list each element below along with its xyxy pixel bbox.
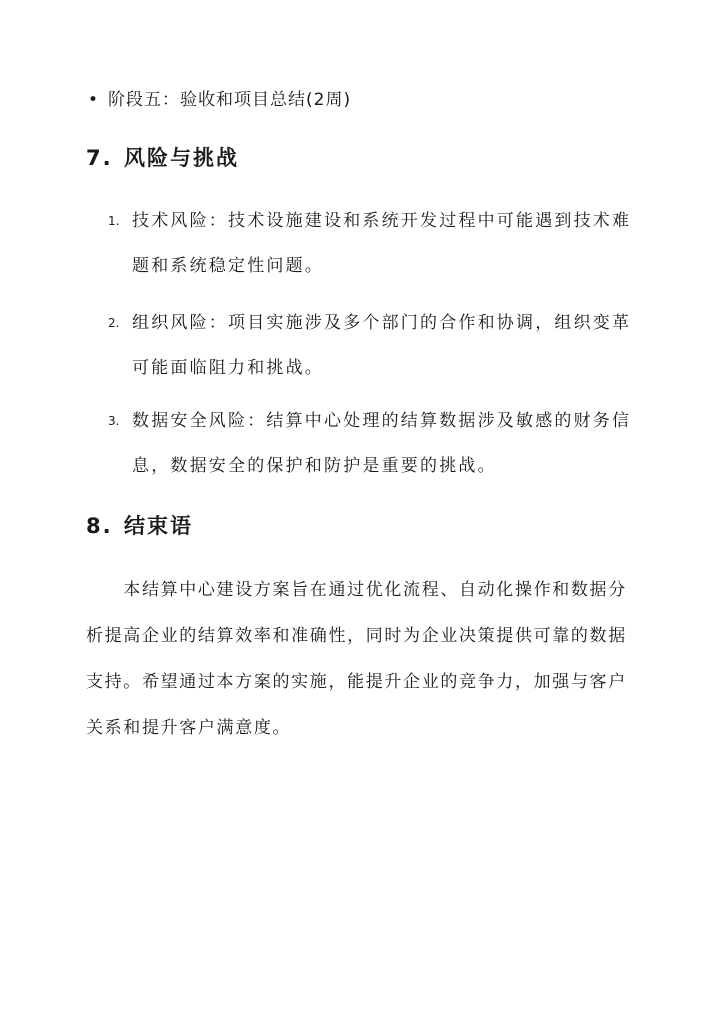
paragraph-line: 支持。希望通过本方案的实施，能提升企业的竞争力，加强与客户 xyxy=(86,672,627,692)
section-8-heading xyxy=(86,512,193,540)
list-marker: 3. xyxy=(108,414,120,428)
risk-line: 息，数据安全的保护和防护是重要的挑战。 xyxy=(132,456,497,476)
section-7-title: 风险与挑战 xyxy=(124,146,239,170)
paragraph-line: 关系和提升客户满意度。 xyxy=(86,718,292,738)
section-8-title: 结束语 xyxy=(124,514,193,538)
phase-five-item xyxy=(88,88,352,112)
section-8-number: 8. xyxy=(86,514,113,538)
list-marker: 1. xyxy=(108,214,120,228)
section-7-heading xyxy=(86,144,239,172)
risk-item-data-security xyxy=(108,399,632,489)
risk-line: 组织风险：项目实施涉及多个部门的合作和协调，组织变革 xyxy=(132,313,632,333)
section-7-number: 7. xyxy=(86,146,113,170)
risk-line: 可能面临阻力和挑战。 xyxy=(132,358,324,378)
risk-line: 题和系统稳定性问题。 xyxy=(132,256,324,276)
risk-item-technical xyxy=(108,199,632,289)
paragraph-line: 本结算中心建设方案旨在通过优化流程、自动化操作和数据分 xyxy=(86,580,627,600)
risk-line: 技术风险：技术设施建设和系统开发过程中可能遇到技术难 xyxy=(132,211,632,231)
closing-paragraph xyxy=(86,567,646,751)
risk-item-organization xyxy=(108,301,632,391)
bullet-dot: • xyxy=(88,90,100,110)
phase-five-text: 阶段五：验收和项目总结(2周) xyxy=(108,90,352,110)
paragraph-line: 析提高企业的结算效率和准确性，同时为企业决策提供可靠的数据 xyxy=(86,626,627,646)
risk-line: 数据安全风险：结算中心处理的结算数据涉及敏感的财务信 xyxy=(132,411,632,431)
list-marker: 2. xyxy=(108,316,120,330)
